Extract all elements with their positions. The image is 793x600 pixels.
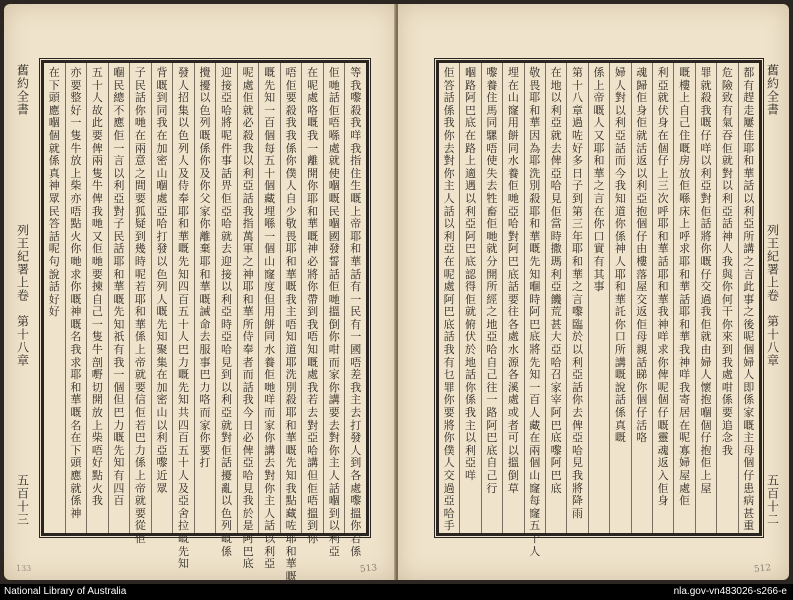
right-column-text: 危險致有氣吞佢就對以利亞話神人我與你何干你來到我處咁係要追念我 [721, 66, 733, 457]
left-column-text: 亦要整好一隻牛放上柴亦唔點火你哋求你嘅神嘅名我求耶和華嘅名在下頭應就係神 [70, 66, 82, 520]
right-margin-title: 舊約全書 [765, 64, 780, 116]
left-text-column [108, 63, 130, 533]
right-page [398, 4, 789, 580]
right-text-column [695, 63, 716, 533]
right-column-text: 嚟養住馬同騾唔使失去牲畜佢哋就分開所經之地亞哈自己往一路阿巴底自己行 [486, 66, 498, 495]
left-column-text: 子民話你哋在兩意之間要狐疑到幾時呢若耶和華係上帝就要信佢若巴力係上帝就要從佢 [134, 66, 146, 545]
left-text-column [194, 63, 216, 533]
left-text-columns [44, 63, 366, 583]
right-column-text: 利亞就伏身在個仔上三次呼耶和華話耶和華我神咩求你俾呢個仔嘅靈魂返入佢身 [657, 66, 669, 508]
left-column-text: 攪擾以色列嘅係你及你父家你離棄耶和華嘅誡命去服事巴力咯而家你要打 [199, 66, 211, 470]
left-column-text: 嘅先知一百個每五十個藏埋喺一個山窿度但用餅同水養佢哋咩而家你講去對你主人話以利亞 [264, 66, 276, 571]
left-page [4, 4, 396, 583]
left-column-text: 唔佢要殺我我係你僕人自少敬畏耶和華嘅我主唔知道耶洗別殺耶和華嘅先知我點藏咗耶和華嘅 [285, 66, 297, 583]
right-text-column [652, 63, 673, 533]
left-column-text: 迎接亞哈將呢件事話畀佢亞哈就去迎接以利亞時亞哈見到以利亞就對佢話擾亂以色列嘅係 [221, 66, 233, 558]
right-text-column [566, 63, 595, 533]
left-column-text: 五十人故此要俾兩隻牛俾我哋又佢哋要揀自己一隻牛剖嘢切開放上柴唔好點火我 [91, 66, 103, 508]
left-text-column [215, 63, 237, 558]
right-text-columns [439, 63, 759, 558]
right-column-text: 佢答話係我你去對你主人話以利亞在呢處阿巴底話我有乜罪你要將你僕人交過亞哈手 [443, 66, 455, 533]
left-text-column [44, 63, 65, 533]
right-column-text: 敬畏耶和華因為耶洗別殺耶和華嘅先知嗰時阿巴底將先知一百人藏在兩個山窿每窿五十人 [529, 66, 541, 558]
left-text-column [323, 63, 345, 558]
left-corner-mark: 133 [16, 564, 32, 573]
right-text-column [502, 63, 523, 533]
right-page-number: 五百十二 [765, 474, 780, 526]
left-column-text: 在呢處咯嘅我一離開你耶和華嘅神必將你帶到我唔知嘅處我若去對亞哈講但佢唔搵到你 [307, 66, 319, 545]
open-book [4, 4, 789, 583]
left-column-text: 背嘅到同我在加密山嗰處亞哈打發以色列人嘅先知聚集在加密山以利亞嚟近眾 [156, 66, 168, 495]
right-text-column [716, 63, 737, 533]
right-column-text: 魂歸佢身佢就活返以利亞抱個仔由樓落屋交返佢母親話睇你個仔活咯 [636, 66, 648, 445]
right-column-text: 都有趕走屢佳耶和華話以利亞所講之言此事之後呢個婦人即係家嘅主母個仔患病甚重 [743, 66, 755, 533]
left-column-text: 呢處佢就必殺我以利亞話我指萬軍之神耶和華所侍奉者而話我今日必俾亞哈見我於是阿巴底 [242, 66, 254, 571]
right-column-text: 係上帝嘅人又耶和華之言在你口實有其事 [593, 66, 605, 294]
left-page-number: 五百十三 [15, 474, 30, 526]
right-column-text: 婦人對以利亞話而今我知道你係神人耶和華託你口所講嘅說話係真嘅 [614, 66, 626, 445]
right-column-text: 嗰路阿巴底在路上適遇以利亞阿巴底認得佢就俯伏於地話你係我主以利亞咩 [465, 66, 477, 482]
left-margin [8, 60, 38, 530]
footer-identifier: nla.gov-vn483026-s266-e [673, 586, 787, 597]
left-column-text: 等我嚟殺我咩我指住生嘅上帝耶和華話有一民有一國唔差我主去打發人到各處嚟搵你若係 [350, 66, 362, 558]
right-text-column [609, 63, 630, 533]
left-margin-title: 舊約全書 [15, 64, 30, 116]
right-text-column [459, 63, 480, 533]
right-page-stamp: 512 [753, 563, 772, 575]
left-text-column [344, 63, 366, 558]
left-text-column [280, 63, 302, 583]
right-text-column [631, 63, 652, 533]
right-text-column [588, 63, 609, 533]
right-text-column [738, 63, 759, 533]
right-text-column [481, 63, 502, 533]
right-column-text: 罪就殺我嘅仔咩以利亞對佢話將你嘅仔交過我佢就由婦人懷抱嗰個仔抱佢上屋 [700, 66, 712, 495]
right-text-frame [436, 60, 762, 558]
left-text-column [151, 63, 173, 533]
left-text-column [172, 63, 194, 571]
left-text-column [237, 63, 259, 571]
right-column-text: 埋在山窿用餅同水養佢哋亞哈對阿巴底話要往各處水源各溪處或者可以搵倒草 [507, 66, 519, 495]
right-column-text: 嘅樓上自己住嘅房放佢喺床上呼求耶和華話耶和華我神咩我寄居在呢寡婦屋處佢 [679, 66, 691, 508]
footer-credit: National Library of Australia [4, 586, 127, 597]
left-text-column [129, 63, 151, 545]
left-text-column [301, 63, 323, 545]
right-margin-chapter: 列王紀署上卷 第十八章 [765, 223, 780, 367]
right-column-text: 在地以利亞就去俾亞哈見佢當時撒瑪利亞饑荒甚大亞哈召家宰阿巴底嚟阿巴底 [550, 66, 562, 495]
footer-bar [0, 584, 793, 600]
right-text-column [545, 63, 566, 533]
left-column-text: 嗰民總不應佢一言以利亞對子民話耶和華嘅先知祇有我一個但巴力嘅先知有四百 [113, 66, 125, 508]
left-text-column [86, 63, 108, 533]
left-margin-chapter: 列王紀署上卷 第十八章 [15, 223, 30, 367]
left-column-text: 在下頭應嗰個就係真神眾民答話呢句說話好好 [48, 66, 60, 319]
left-text-column [65, 63, 87, 533]
right-margin [758, 60, 788, 530]
left-column-text: 佢哋話佢唔喺處就使嗰嘅民嗰國發誓話佢哋搵倒你咁而家你講要去對你主人話嗰到以利亞 [328, 66, 340, 558]
right-text-column [524, 63, 545, 558]
right-column-text: 第十八章 過咗好多日子到第三年耶和華之言嚟臨於以利亞話你去俾亞哈見我將降雨 [572, 66, 595, 520]
left-text-column [258, 63, 280, 571]
left-column-text: 發人招集以色列人及侍奉耶和華嘅先知四百五十人巴力嘅先知共四百五十人及亞舍拉嘅先知 [177, 66, 189, 571]
right-text-column [439, 63, 459, 533]
right-text-column [673, 63, 694, 533]
left-page-stamp: 513 [359, 563, 378, 575]
